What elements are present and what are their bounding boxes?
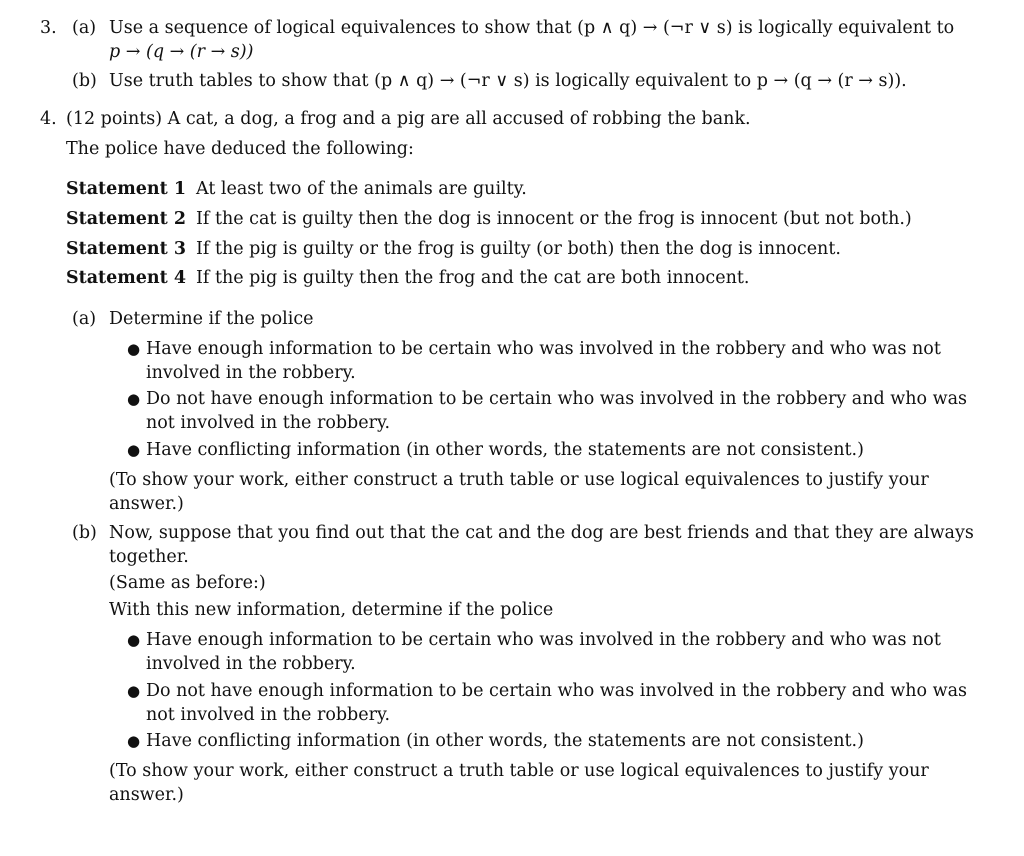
q4b-note-line2: answer.): [109, 785, 184, 805]
statement-3-label: Statement 3: [66, 239, 187, 259]
q4b-bullet-1-line1: Have enough information to be certain who was involved in the robbery and who was not: [146, 630, 941, 650]
q4b-note-line1: (To show your work, either construct a truth table or use logical equivalences to justify your: [109, 761, 929, 781]
q4b-bullet-2-line2: not involved in the robbery.: [146, 705, 391, 725]
bullet-icon: ●: [127, 631, 141, 649]
q4b-text-line1: Now, suppose that you find out that the cat and the dog are best friends and that they are always: [109, 523, 974, 543]
q4a-bullet-2-line2: not involved in the robbery.: [146, 413, 391, 433]
q3b-text: Use truth tables to show that (p ∧ q) → (¬r ∨ s) is logically equivalent to p → (q → (r → s)).: [109, 71, 907, 91]
q4-deduced: The police have deduced the following:: [66, 139, 414, 159]
q4a-note-line1: (To show your work, either construct a truth table or use logical equivalences to justify your: [109, 470, 929, 490]
q4b-label: (b): [72, 523, 97, 543]
statement-1-label: Statement 1: [66, 179, 187, 199]
q4b-bullet-1-line2: involved in the robbery.: [146, 654, 356, 674]
q4a-bullet-3-line1: Have conflicting information (in other words, the statements are not consistent.): [146, 440, 864, 460]
bullet-icon: ●: [127, 340, 141, 358]
q3a-text-line2: p → (q → (r → s)): [109, 42, 254, 62]
bullet-icon: ●: [127, 682, 141, 700]
bullet-icon: ●: [127, 732, 141, 750]
statement-2-label: Statement 2: [66, 209, 187, 229]
question-3-number: 3.: [40, 18, 57, 38]
q3b-label: (b): [72, 71, 97, 91]
q4a-bullet-1-line1: Have enough information to be certain who was involved in the robbery and who was not: [146, 339, 941, 359]
q4a-label: (a): [72, 309, 97, 329]
statement-2-text: If the cat is guilty then the dog is innocent or the frog is innocent (but not both.): [196, 209, 912, 229]
statement-4-text: If the pig is guilty then the frog and the cat are both innocent.: [196, 268, 750, 288]
q4b-same: (Same as before:): [109, 573, 266, 593]
q3a-label: (a): [72, 18, 97, 38]
q4b-bullet-2-line1: Do not have enough information to be certain who was involved in the robbery and who was: [146, 681, 967, 701]
statement-1-text: At least two of the animals are guilty.: [196, 179, 527, 199]
q4a-bullet-1-line2: involved in the robbery.: [146, 363, 356, 383]
q4b-bullet-3-line1: Have conflicting information (in other words, the statements are not consistent.): [146, 731, 864, 751]
q4a-note-line2: answer.): [109, 494, 184, 514]
q4a-bullet-2-line1: Do not have enough information to be certain who was involved in the robbery and who was: [146, 389, 967, 409]
q4b-text-line2: together.: [109, 547, 189, 567]
q4a-lead: Determine if the police: [109, 309, 314, 329]
question-4-number: 4.: [40, 109, 57, 129]
q3a-text-line1: Use a sequence of logical equivalences to show that (p ∧ q) → (¬r ∨ s) is logically equivalent to: [109, 18, 955, 38]
bullet-icon: ●: [127, 390, 141, 408]
q4b-lead: With this new information, determine if the police: [109, 600, 554, 620]
q4-intro: (12 points) A cat, a dog, a frog and a pig are all accused of robbing the bank.: [66, 109, 751, 129]
bullet-icon: ●: [127, 441, 141, 459]
statement-3-text: If the pig is guilty or the frog is guilty (or both) then the dog is innocent.: [196, 239, 841, 259]
statement-4-label: Statement 4: [66, 268, 187, 288]
